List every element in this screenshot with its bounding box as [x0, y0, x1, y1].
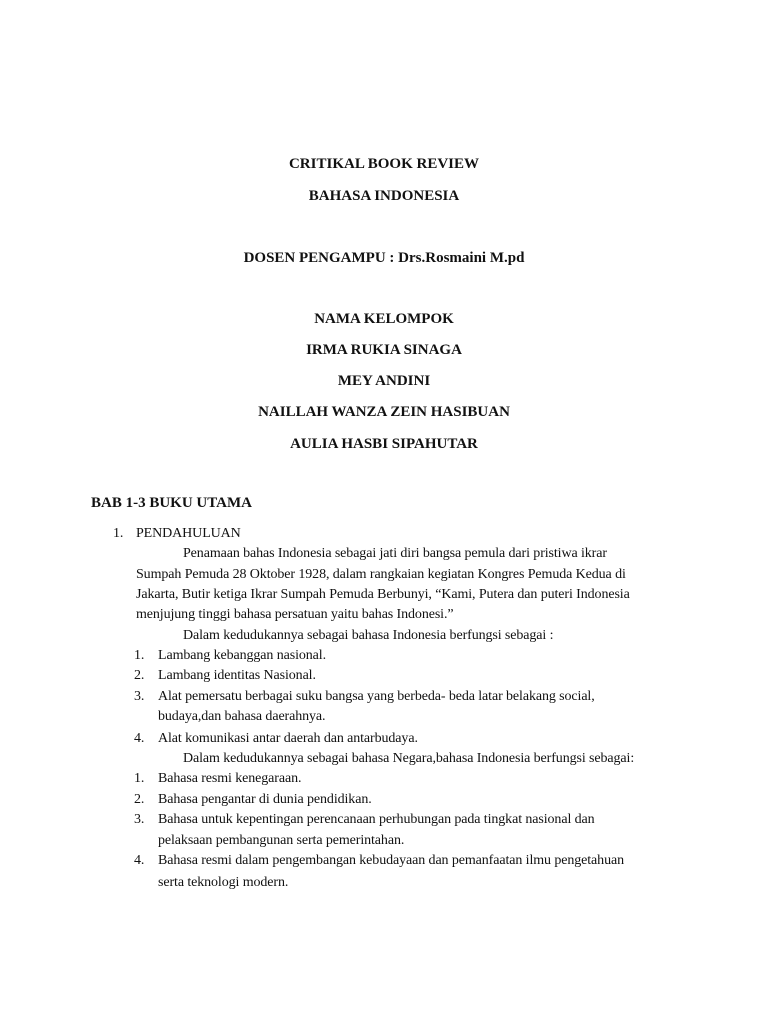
list-number: 3. [134, 689, 145, 704]
list-item: Alat komunikasi antar daerah dan antarbudaya. [158, 731, 418, 746]
paragraph-line: Penamaan bahas Indonesia sebagai jati diri bangsa pemula dari pristiwa ikrar [183, 546, 607, 561]
list-number: 4. [134, 853, 145, 868]
paragraph-line: menjujung tinggi bahasa persatuan yaitu bahas Indonesi.” [136, 607, 454, 622]
document-title: CRITIKAL BOOK REVIEW [288, 156, 480, 172]
list-intro-national: Dalam kedudukannya sebagai bahasa Indonesia berfungsi sebagai : [183, 628, 554, 643]
list-number: 4. [134, 731, 145, 746]
list-item: Bahasa untuk kepentingan perencanaan perhubungan pada tingkat nasional dan [158, 812, 595, 827]
group-member: MEY ANDINI [337, 373, 431, 389]
list-number: 1. [134, 648, 145, 663]
group-member: NAILLAH WANZA ZEIN HASIBUAN [258, 404, 510, 420]
group-heading: NAMA KELOMPOK [314, 311, 454, 327]
lecturer-line: DOSEN PENGAMPU : Drs.Rosmaini M.pd [243, 250, 525, 266]
list-item: Lambang identitas Nasional. [158, 668, 316, 683]
group-member: IRMA RUKIA SINAGA [306, 342, 462, 358]
group-member: AULIA HASBI SIPAHUTAR [290, 436, 478, 452]
section-title: PENDAHULUAN [136, 526, 241, 541]
list-item: Lambang kebanggan nasional. [158, 648, 326, 663]
section-number: 1. [113, 526, 124, 541]
paragraph-line: Sumpah Pemuda 28 Oktober 1928, dalam rangkaian kegiatan Kongres Pemuda Kedua di [136, 567, 626, 582]
list-number: 2. [134, 668, 145, 683]
list-number: 3. [134, 812, 145, 827]
list-item: Bahasa resmi kenegaraan. [158, 771, 302, 786]
chapter-heading: BAB 1-3 BUKU UTAMA [91, 495, 252, 511]
list-item-continuation: pelaksaan pembangunan serta pemerintahan. [158, 833, 405, 848]
document-subject: BAHASA INDONESIA [308, 188, 460, 204]
list-item: Alat pemersatu berbagai suku bangsa yang berbeda- beda latar belakang social, [158, 689, 595, 704]
list-intro-state: Dalam kedudukannya sebagai bahasa Negara,bahasa Indonesia berfungsi sebagai: [183, 751, 635, 766]
list-item: Bahasa resmi dalam pengembangan kebudayaan dan pemanfaatan ilmu pengetahuan [158, 853, 624, 868]
paragraph-line: Jakarta, Butir ketiga Ikrar Sumpah Pemuda Berbunyi, “Kami, Putera dan puteri Indonesia [136, 587, 630, 602]
list-item: Bahasa pengantar di dunia pendidikan. [158, 792, 372, 807]
list-number: 1. [134, 771, 145, 786]
list-item-continuation: budaya,dan bahasa daerahnya. [158, 709, 326, 724]
list-number: 2. [134, 792, 145, 807]
list-item-continuation: serta teknologi modern. [158, 875, 289, 890]
